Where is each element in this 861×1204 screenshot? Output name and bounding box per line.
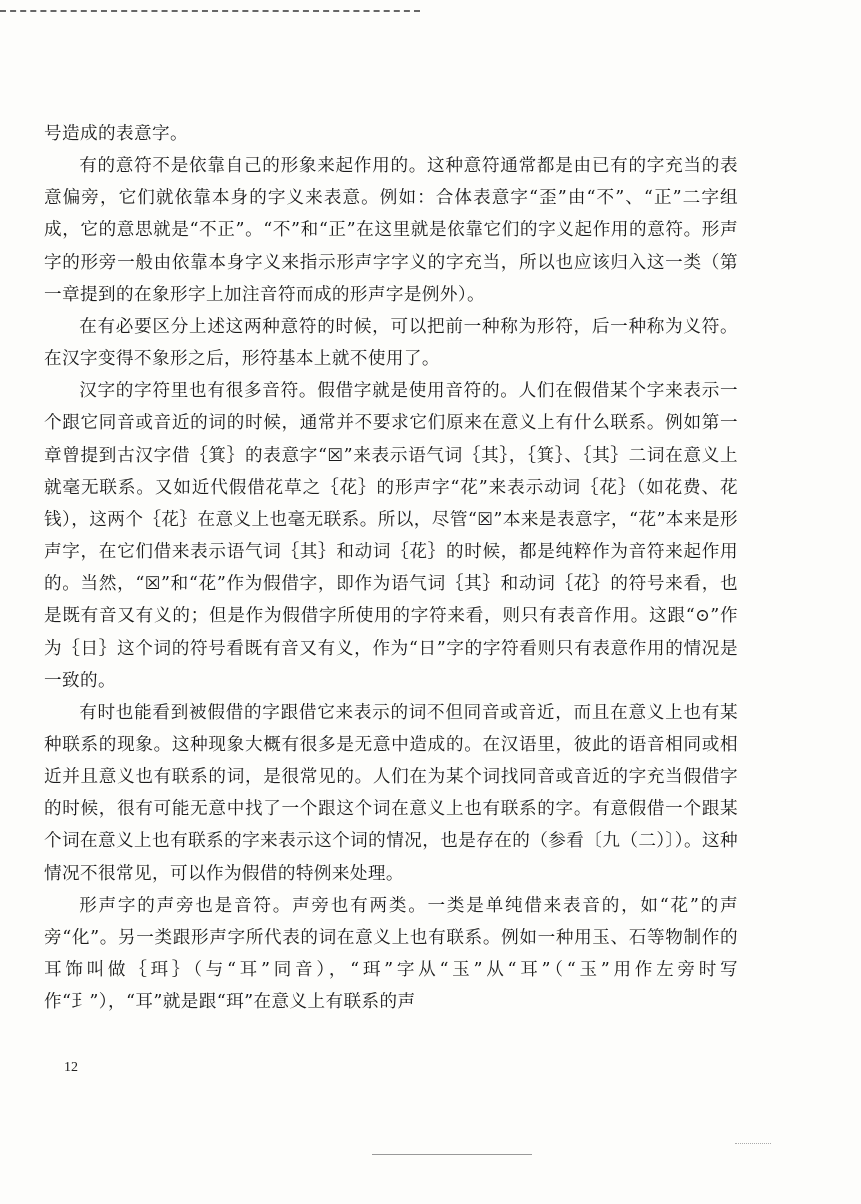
paragraph-jiajie-tongyin: 有时也能看到被假借的字跟借它来表示的词不但同音或音近，而且在意义上也有某种联系的现象。这种现象大概有很多是无意中造成的。在汉语里，彼此的语音相同或相近并且意义也有联系的词，是很常见的。人们在为某个词找同音或音近的字充当假借字的时候，很有可能无意中找了一个跟这个词在意义上也有联系的字。有意假借一个跟某个词在意义上也有联系的字来表示这个词的情况，也是存在的（参看〔九（二）〕）。这种情况不很常见，可以作为假借的特例来处理。 bbox=[44, 702, 738, 884]
paragraph-yinfu-jiajie: 汉字的字符里也有很多音符。假借字就是使用音符的。人们在假借某个字来表示一个跟它同音或音近的词的时候，通常并不要求它们原来在意义上有什么联系。例如第一章曾提到古汉字借｛箕｝的表意字“☒”来表示语气词｛其｝，｛箕｝、｛其｝二词在意义上就毫无联系。又如近代假借花草之｛花｝的形声字“花”来表示动词｛花｝（如花费、花钱），这两个｛花｝在意义上也毫无联系。所以，尽管“☒”本来是表意字，“花”本来是形声字，在它们借来表示语气词｛其｝和动词｛花｝的时候，都是纯粹作为音符来起作用的。当然，“☒”和“花”作为假借字，即作为语气词｛其｝和动词｛花｝的符号来看，也是既有音又有义的；但是作为假借字所使用的字符来看，则只有表音作用。这跟“⊙”作为｛日｝这个词的符号看既有音又有义，作为“日”字的字符看则只有表意作用的情况是一致的。 bbox=[44, 381, 738, 691]
page-number: 12 bbox=[64, 1060, 78, 1075]
scan-artifact-dots bbox=[735, 1143, 771, 1144]
paragraph-continuation: 号造成的表意字。 bbox=[44, 124, 188, 144]
top-dashed-rule bbox=[0, 10, 420, 12]
page-body bbox=[44, 118, 738, 1018]
paragraph-yifu: 有的意符不是依靠自己的形象来起作用的。这种意符通常都是由已有的字充当的表意偏旁，它们就依靠本身的字义来表意。例如：合体表意字“歪”由“不”、“正”二字组成，它的意思就是“不正”。“不”和“正”在这里就是依靠它们的字义起作用的意符。形声字的形旁一般由依靠本身字义来指示形声字字义的字充当，所以也应该归入这一类（第一章提到的在象形字上加注音符而成的形声字是例外）。 bbox=[44, 156, 738, 305]
paragraph-shengpang: 形声字的声旁也是音符。声旁也有两类。一类是单纯借来表音的，如“花”的声旁“化”。另一类跟形声字所代表的词在意义上也有联系。例如一种用玉、石等物制作的耳饰叫做｛珥｝（与“耳”同音），“珥”字从“玉”从“耳”（“玉”用作左旁时写作“𤣩”），“耳”就是跟“珥”在意义上有联系的声 bbox=[44, 895, 738, 1013]
paragraph-xingfu-yifu: 在有必要区分上述这两种意符的时候，可以把前一种称为形符，后一种称为义符。在汉字变得不象形之后，形符基本上就不使用了。 bbox=[44, 316, 738, 370]
scan-artifact-line bbox=[372, 1154, 532, 1155]
